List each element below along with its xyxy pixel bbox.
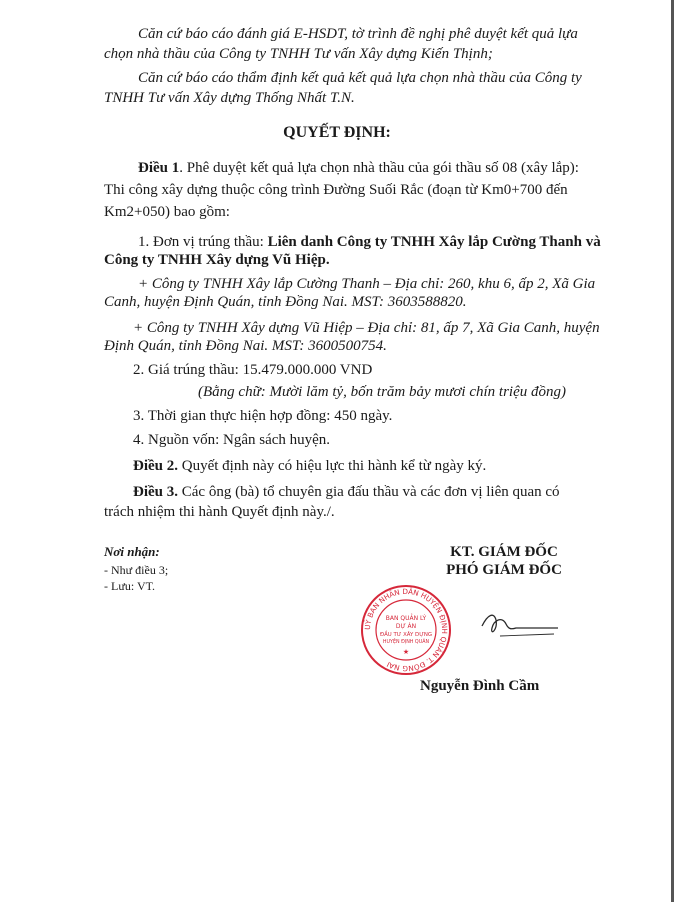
- article-3-text-a: Các ông (bà) tổ chuyên gia đấu thầu và các đơn vị liên quan có: [178, 484, 560, 500]
- seal-ring-text: UỶ BAN NHÂN DÂN HUYỆN ĐỊNH QUÁN T. ĐỒNG NAI: [362, 586, 450, 674]
- seal-text-line: DỰ ÁN: [395, 623, 417, 630]
- article-1-line-a: [138, 158, 579, 178]
- article-1-line-c: Km2+050) bao gồm:: [104, 204, 230, 220]
- article-3-label: Điều 3.: [133, 484, 178, 500]
- article-2: [133, 456, 486, 476]
- intro-line-2b: TNHH Tư vấn Xây dựng Thống Nhất T.N.: [104, 90, 355, 106]
- seal-text-line: BAN QUẢN LÝ: [385, 615, 427, 622]
- recipients-title: Nơi nhận:: [104, 544, 160, 559]
- signer-title-2: PHÓ GIÁM ĐỐC: [446, 562, 562, 578]
- member-2-line-a: + Công ty TNHH Xây dựng Vũ Hiệp – Địa chỉ: 81, ấp 7, Xã Gia Canh, huyện: [133, 320, 600, 336]
- intro-line-1b: chọn nhà thầu của Công ty TNHH Tư vấn Xây dựng Kiến Thịnh;: [104, 46, 493, 62]
- article-2-label: Điều 2.: [133, 458, 178, 474]
- winner-line-a: [138, 232, 601, 252]
- bid-price-words: (Bằng chữ: Mười lăm tỷ, bốn trăm bảy mươi chín triệu đồng): [198, 384, 566, 400]
- winner-label: 1. Đơn vị trúng thầu:: [138, 234, 268, 250]
- seal-star-icon: ★: [402, 648, 410, 656]
- contract-duration: 3. Thời gian thực hiện hợp đồng: 450 ngày.: [133, 408, 393, 424]
- intro-line-1a: Căn cứ báo cáo đánh giá E-HSDT, tờ trình đề nghị phê duyệt kết quả lựa: [138, 26, 578, 42]
- member-2-line-b: Định Quán, tỉnh Đồng Nai. MST: 3600500754.: [104, 338, 387, 354]
- article-3-line-a: [133, 482, 560, 502]
- handwritten-signature-icon: [480, 606, 560, 646]
- funding-source: 4. Nguồn vốn: Ngân sách huyện.: [133, 432, 331, 448]
- intro-line-2a: Căn cứ báo cáo thẩm định kết quả kết quả lựa chọn nhà thầu của Công ty: [138, 70, 582, 86]
- signer-title-1: KT. GIÁM ĐỐC: [450, 544, 558, 560]
- member-1-line-a: + Công ty TNHH Xây lắp Cường Thanh – Địa chỉ: 260, khu 6, ấp 2, Xã Gia: [138, 276, 596, 292]
- article-2-text: Quyết định này có hiệu lực thi hành kể từ ngày ký.: [178, 458, 487, 474]
- article-1-label: Điều 1: [138, 160, 180, 176]
- article-1-text-a: . Phê duyệt kết quả lựa chọn nhà thầu của gói thầu số 08 (xây lắp):: [179, 160, 579, 176]
- winner-value-b: Công ty TNHH Xây dựng Vũ Hiệp.: [104, 252, 330, 268]
- signer-name: Nguyễn Đình Cầm: [420, 678, 540, 694]
- winner-value-a: Liên danh Công ty TNHH Xây lắp Cường Thanh và: [267, 234, 601, 250]
- article-1-line-b: Thi công xây dựng thuộc công trình Đường Suối Rắc (đoạn từ Km0+700 đến: [104, 182, 568, 198]
- bid-price: 2. Giá trúng thầu: 15.479.000.000 VND: [133, 362, 373, 378]
- decision-heading: QUYẾT ĐỊNH:: [283, 124, 391, 141]
- official-seal-icon: [360, 584, 452, 676]
- recipient-item: - Như điều 3;: [104, 563, 169, 577]
- seal-text-line: HUYỆN ĐỊNH QUÁN: [382, 640, 430, 645]
- member-1-line-b: Canh, huyện Định Quán, tỉnh Đồng Nai. MST: 3603588820.: [104, 294, 467, 310]
- recipient-item: - Lưu: VT.: [104, 579, 156, 593]
- article-3-line-b: trách nhiệm thi hành Quyết định này./.: [104, 504, 335, 520]
- seal-text-line: ĐẦU TƯ XÂY DỰNG: [379, 632, 433, 638]
